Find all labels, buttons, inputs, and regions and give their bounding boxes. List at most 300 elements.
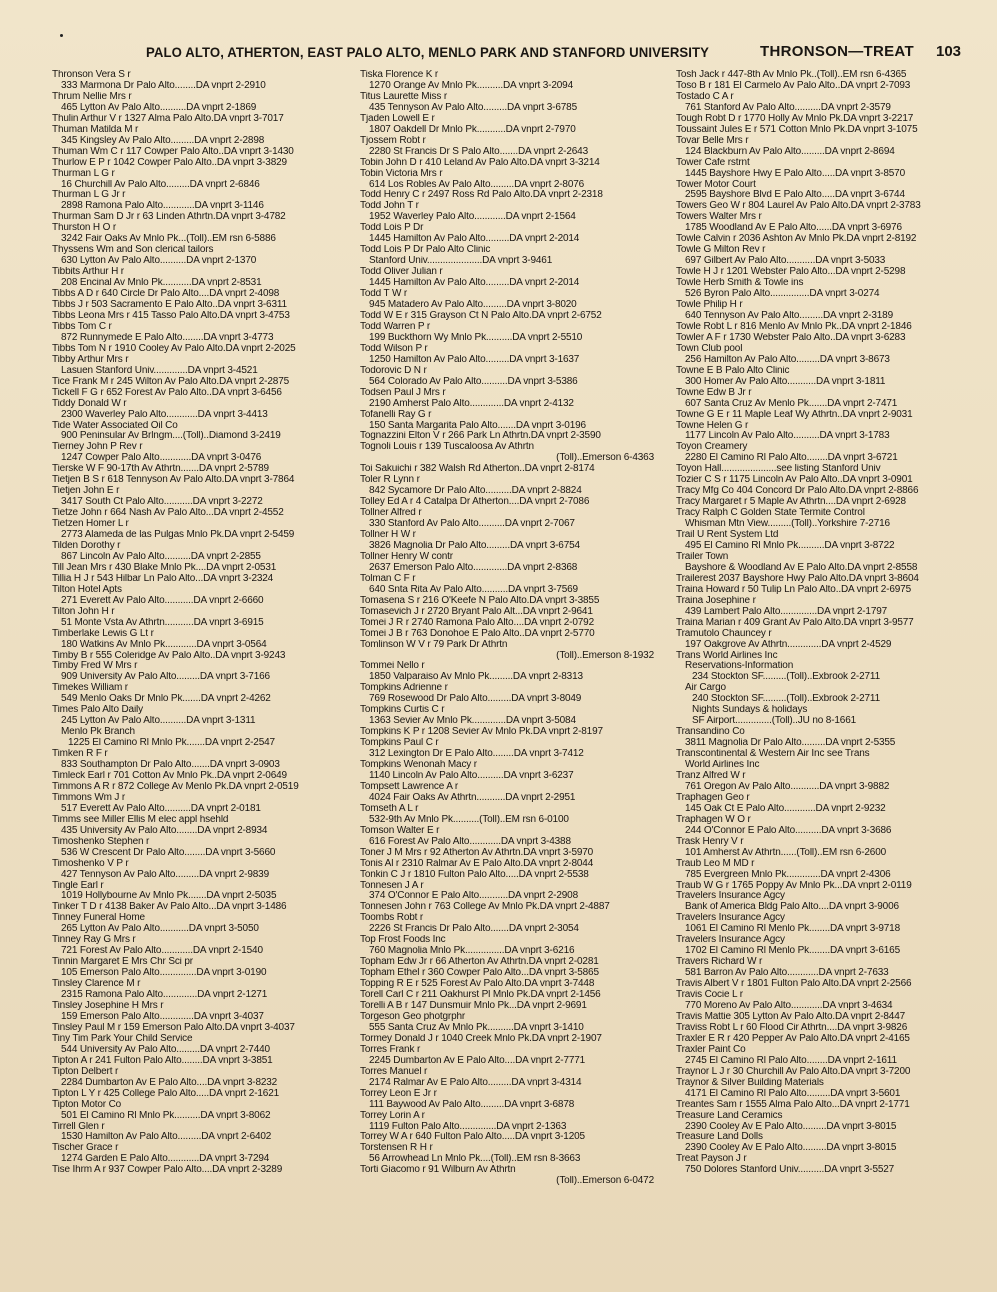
listing-line: Todd Lois P Dr <box>360 223 424 234</box>
listing-line: 1177 Lincoln Av Palo Alto..........DA vnprt 3-1783 <box>685 431 890 442</box>
listing-line: 300 Homer Av Palo Alto...........DA vnprt 3-1811 <box>685 376 886 387</box>
listing-line: Towers Walter Mrs r <box>676 212 762 223</box>
listing-line: Treasure Land Ceramics <box>676 1110 783 1121</box>
listing-line: Topham Ethel r 360 Cowper Palo Alto...DA vnprt 3-5865 <box>360 968 599 979</box>
listing-line: Nights Sundays & holidays <box>692 705 808 716</box>
listing-line: Thulin Arthur V r 1327 Alma Palo Alto.DA vnprt 3-7017 <box>52 113 284 124</box>
listing-line: Town Club pool <box>676 343 743 354</box>
listing-line: 1140 Lincoln Av Palo Alto..........DA vnprt 3-6237 <box>369 771 574 781</box>
listing-line: Traina Josephine r <box>676 595 756 606</box>
listing-line: Traynor & Silver Building Materials <box>676 1077 824 1088</box>
listing-line: 1119 Fulton Palo Alto..............DA vnprt 2-1363 <box>369 1121 567 1132</box>
listing-line: Tietzen Homer L r <box>52 519 129 530</box>
listing-line: Tommei Nello r <box>360 661 425 672</box>
listing-line: Towers Geo W r 804 Laurel Av Palo Alto.DA vnprt 2-3783 <box>676 201 921 212</box>
listing-line: Bank of America Bldg Palo Alto....DA vnprt 3-9006 <box>685 902 899 913</box>
listing-line: Tice Frank M r 245 Wilton Av Palo Alto.DA vnprt 2-2875 <box>52 376 290 387</box>
listing-line: Towne E B Palo Alto Clinic <box>676 365 790 376</box>
listing-line: 150 Santa Margarita Palo Alto.......DA vnprt 3-0196 <box>369 420 586 431</box>
listing-line: Tranz Alfred W r <box>676 771 746 781</box>
listing-line: Tompkins Curtis C r <box>360 705 445 716</box>
listing-line: Tonis Al r 2310 Ralmar Av E Palo Alto.DA vnprt 2-8044 <box>360 858 594 869</box>
listing-line: 614 Los Robles Av Palo Alto.........DA vnprt 2-8076 <box>369 179 585 190</box>
listing-line: Todorovic D N r <box>360 365 427 376</box>
listing-line: Tomasena S r 216 O'Keefe N Palo Alto.DA vnprt 3-3855 <box>360 595 600 606</box>
listing-line: Todd Warren P r <box>360 321 431 332</box>
listing-line: 1247 Cowper Palo Alto............DA vnprt 3-0476 <box>61 453 262 464</box>
listing-line: Torelli A B r 147 Dunsmuir Mnlo Pk...DA vnprt 2-9691 <box>360 1001 587 1012</box>
listing-line: 2315 Ramona Palo Alto.............DA vnprt 2-1271 <box>61 990 268 1001</box>
listing-line: Traynor L J r 30 Churchill Av Palo Alto.DA vnprt 3-7200 <box>676 1066 911 1077</box>
listing-line: Tognazzini Elton V r 266 Park Ln Athrtn.DA vnprt 2-3590 <box>360 431 601 442</box>
listing-line: 1225 El Camino Rl Mnlo Pk.......DA vnprt 2-2547 <box>68 738 275 749</box>
listing-line: Trail U Rent System Ltd <box>676 530 779 541</box>
listing-line: 2280 St Francis Dr S Palo Alto.......DA vnprt 2-2643 <box>369 146 588 157</box>
listing-line: 159 Emerson Palo Alto.............DA vnprt 3-4037 <box>61 1011 264 1022</box>
listing-line: 1061 El Camino Rl Menlo Pk........DA vnprt 3-9718 <box>685 924 900 935</box>
listing-line: (Toll)..Emerson 6-4363 <box>556 453 654 464</box>
listing-line: 3811 Magnolia Dr Palo Alto.........DA vnprt 2-5355 <box>685 738 896 749</box>
listing-line: 256 Hamilton Av Palo Alto.........DA vnprt 3-8673 <box>685 354 890 365</box>
listing-line: 760 Magnolia Mnlo Pk...............DA vnprt 3-6216 <box>369 946 575 957</box>
listing-line: 2284 Dumbarton Av E Palo Alto....DA vnprt 3-8232 <box>61 1077 278 1088</box>
listing-line: Toombs Robt r <box>360 913 424 924</box>
listing-line: Torstensen R H r <box>360 1143 433 1154</box>
listing-line: Tietjen John E r <box>52 486 120 497</box>
listing-line: 909 University Av Palo Alto.........DA vnprt 3-7166 <box>61 672 270 683</box>
listing-line: Tjossem Robt r <box>360 135 426 146</box>
listing-line: 439 Lambert Palo Alto..............DA vnprt 2-1797 <box>685 606 888 617</box>
listing-line: Tracy Margaret r 5 Maple Av Athrtn....DA vnprt 2-6928 <box>676 497 906 508</box>
listing-line: Towle Robt L r 816 Menlo Av Mnlo Pk..DA vnprt 2-1846 <box>676 321 912 332</box>
listing-line: Toi Sakuichi r 382 Walsh Rd Atherton..DA vnprt 2-8174 <box>360 464 595 475</box>
listing-line: 1250 Hamilton Av Palo Alto.........DA vnprt 3-1637 <box>369 354 580 365</box>
listing-line: 2898 Ramona Palo Alto............DA vnprt 3-1146 <box>61 201 264 212</box>
listing-line: 1445 Hamilton Av Palo Alto.........DA vnprt 2-2014 <box>369 278 580 289</box>
listing-line: Towne G E r 11 Maple Leaf Wy Athrtn..DA vnprt 2-9031 <box>676 409 913 420</box>
listing-line: Tinsley Josephine H Mrs r <box>52 1001 164 1012</box>
listing-line: 872 Runnymede E Palo Alto........DA vnprt 3-4773 <box>61 332 274 343</box>
listing-line: Traub W G r 1765 Poppy Av Mnlo Pk...DA vnprt 2-0119 <box>676 880 912 891</box>
listing-line: Tibbits Arthur H r <box>52 267 124 278</box>
listing-line: Times Palo Alto Daily <box>52 705 143 716</box>
listing-line: Tinney Ray G Mrs r <box>52 935 136 946</box>
listing-line: 312 Lexington Dr E Palo Alto........DA vnprt 3-7412 <box>369 749 584 760</box>
listing-line: Tompkins Paul C r <box>360 738 439 749</box>
listing-line: 2773 Alameda de las Pulgas Mnlo Pk.DA vnprt 2-5459 <box>61 530 295 541</box>
listing-line: Tomseth A L r <box>360 803 419 814</box>
listing-line: Tosh Jack r 447-8th Av Mnlo Pk..(Toll)..EM rsn 6-4365 <box>676 70 907 80</box>
listing-line: Tomasevich J r 2720 Bryant Palo Alt...DA vnprt 2-9641 <box>360 606 593 617</box>
listing-line: 245 Lytton Av Palo Alto..........DA vnprt 3-1311 <box>61 716 256 727</box>
listing-line: Bayshore & Woodland Av E Palo Alto.DA vnprt 2-8558 <box>685 562 918 573</box>
listing-line: Timmons Wm J r <box>52 792 126 803</box>
listing-line: Transandino Co <box>676 727 745 738</box>
listing-column-2 <box>360 70 656 1285</box>
listing-line: Tomei J B r 763 Donohoe E Palo Alto..DA vnprt 2-5770 <box>360 628 595 639</box>
listing-line: Timberlake Lewis G Lt r <box>52 628 154 639</box>
listing-line: Timoshenko Stephen r <box>52 836 150 847</box>
listing-line: 761 Stanford Av Palo Alto..........DA vnprt 2-3579 <box>685 102 891 113</box>
listing-line: Toler R Lynn r <box>360 475 420 486</box>
listing-line: Tietjen B S r 618 Tennyson Av Palo Alto.DA vnprt 3-7864 <box>52 475 295 486</box>
listing-line: Tickell F G r 652 Forest Av Palo Alto..DA vnprt 3-6456 <box>52 387 282 398</box>
page-range: THRONSON—TREAT <box>760 43 914 60</box>
listing-line: 536 W Crescent Dr Palo Alto........DA vnprt 3-5660 <box>61 847 276 858</box>
listing-line: Torres Manuel r <box>360 1066 428 1077</box>
listing-line: Tonnesen J A r <box>360 880 424 891</box>
listing-line: 630 Lytton Av Palo Alto..........DA vnprt 2-1370 <box>61 256 257 267</box>
listing-line: Reservations-Information <box>685 661 794 672</box>
listing-line: 2390 Cooley Av E Palo Alto.........DA vnprt 3-8015 <box>685 1121 897 1132</box>
listing-line: 549 Menlo Oaks Dr Mnlo Pk.......DA vnprt 2-4262 <box>61 694 271 705</box>
listing-line: Treantes Sam r 1555 Alma Palo Alto...DA vnprt 2-1771 <box>676 1099 910 1110</box>
listing-line: 1530 Hamilton Av Palo Alto.........DA vnprt 2-6402 <box>61 1132 272 1143</box>
listing-line: Thronson Vera S r <box>52 70 131 80</box>
listing-line: Tibbs Tom N r 1910 Cooley Av Palo Alto.DA vnprt 2-2025 <box>52 343 296 354</box>
listing-line: Todsen Paul J Mrs r <box>360 387 446 398</box>
listing-line: Tracy Ralph C Golden State Termite Control <box>676 508 865 519</box>
listing-line: Trailerest 2037 Bayshore Hwy Palo Alto.DA vnprt 3-8604 <box>676 573 919 584</box>
listing-line: Traphagen W O r <box>676 814 751 825</box>
listing-line: Tobin Victoria Mrs r <box>360 168 443 179</box>
listing-line: Trask Henry V r <box>676 836 744 847</box>
listing-line: 2637 Emerson Palo Alto.............DA vnprt 2-8368 <box>369 562 578 573</box>
listing-line: Treat Payson J r <box>676 1154 747 1165</box>
listing-line: Todd Lois P Dr Palo Alto Clinic <box>360 245 491 256</box>
listing-line: Towle Philip H r <box>676 300 743 311</box>
listing-line: Tipton Motor Co <box>52 1099 122 1110</box>
listing-line: Tower Motor Court <box>676 179 756 190</box>
listing-line: 4171 El Camino Rl Palo Alto.........DA vnprt 3-5601 <box>685 1088 901 1099</box>
listing-line: 616 Forest Av Palo Alto............DA vnprt 3-4388 <box>369 836 571 847</box>
listing-line: Topham Edw Jr r 66 Atherton Av Athrtn.DA vnprt 2-0281 <box>360 957 599 968</box>
listing-line: 465 Lytton Av Palo Alto..........DA vnprt 2-1869 <box>61 102 257 113</box>
listing-line: Travis Albert V r 1801 Fulton Palo Alto.DA vnprt 2-2566 <box>676 979 912 990</box>
listing-line: Timms see Miller Ellis M elec appl hsehld <box>52 814 229 825</box>
listing-line: Tibbs Tom C r <box>52 321 112 332</box>
listing-line: Tischer Grace r <box>52 1143 119 1154</box>
listing-line: Traina Marian r 409 Grant Av Palo Alto.DA vnprt 3-9577 <box>676 617 914 628</box>
listing-line: 3826 Magnolia Dr Palo Alto.........DA vnprt 3-6754 <box>369 540 580 551</box>
listing-line: Tiska Florence K r <box>360 70 439 80</box>
listing-line: Torell Carl C r 211 Oakhurst Pl Mnlo Pk.DA vnprt 2-1456 <box>360 990 601 1001</box>
listing-line: (Toll)..Emerson 6-0472 <box>556 1176 654 1187</box>
listing-line: 770 Moreno Av Palo Alto............DA vnprt 3-4634 <box>685 1001 893 1012</box>
listing-line: 3242 Fair Oaks Av Mnlo Pk...(Toll)..EM rsn 6-5886 <box>61 234 276 245</box>
listing-line: Torres Frank r <box>360 1044 421 1055</box>
listing-line: Torti Giacomo r 91 Wilburn Av Athrtn <box>360 1165 516 1176</box>
listing-line: Tovar Belle Mrs r <box>676 135 749 146</box>
listing-line: 1274 Garden E Palo Alto............DA vnprt 3-7294 <box>61 1154 270 1165</box>
listing-line: Whisman Mtn View.........(Toll)..Yorkshire 7-2716 <box>685 519 890 530</box>
listing-line: Todd John T r <box>360 201 419 212</box>
listing-line: 697 Gilbert Av Palo Alto...........DA vnprt 3-5033 <box>685 256 886 267</box>
listing-line: 101 Amherst Av Athrtn......(Toll)..EM rsn 6-2600 <box>685 847 887 858</box>
listing-line: Travelers Insurance Agcy <box>676 891 785 902</box>
listing-line: Tormey Donald J r 1040 Creek Mnlo Pk.DA vnprt 2-1907 <box>360 1033 602 1044</box>
listing-line: 330 Stanford Av Palo Alto..........DA vnprt 2-7067 <box>369 519 575 530</box>
listing-line: 1445 Bayshore Hwy E Palo Alto.....DA vnprt 3-8570 <box>685 168 905 179</box>
listing-line: Tinker T D r 4138 Baker Av Palo Alto...DA vnprt 3-1486 <box>52 902 287 913</box>
listing-line: Tozier C S r 1175 Lincoln Av Palo Alto..DA vnprt 3-0901 <box>676 475 913 486</box>
listing-line: 234 Stockton SF.........(Toll)..Exbrook 2-2711 <box>692 672 881 683</box>
listing-line: 4024 Fair Oaks Av Athrtn...........DA vnprt 2-2951 <box>369 792 576 803</box>
listing-line: Tompkins K P r 1208 Sevier Av Mnlo Pk.DA vnprt 2-8197 <box>360 727 603 738</box>
listing-line: Timoshenko V P r <box>52 858 129 869</box>
listing-line: Treasure Land Dolls <box>676 1132 763 1143</box>
listing-line: Tierney John P Rev r <box>52 442 143 453</box>
listing-line: 1363 Sevier Av Mnlo Pk.............DA vnprt 3-5084 <box>369 716 576 727</box>
listing-line: Timken R F r <box>52 749 108 760</box>
listing-line: 333 Marmona Dr Palo Alto........DA vnprt 2-2910 <box>61 80 266 91</box>
listing-line: Trailer Town <box>676 551 729 562</box>
listing-line: 532-9th Av Mnlo Pk..........(Toll)..EM rsn 6-0100 <box>369 814 569 825</box>
listing-line: 640 Snta Rita Av Palo Alto..........DA vnprt 3-7569 <box>369 584 578 595</box>
listing-line: 2226 St Francis Dr Palo Alto.......DA vnprt 2-3054 <box>369 924 579 935</box>
listing-line: 544 University Av Palo Alto.........DA vnprt 2-7440 <box>61 1044 270 1055</box>
listing-line: 945 Matadero Av Palo Alto.........DA vnprt 3-8020 <box>369 300 577 311</box>
listing-line: Thurman L G Jr r <box>52 190 126 201</box>
listing-line: Tompsett Lawrence A r <box>360 781 459 792</box>
listing-line: 1702 El Camino Rl Menlo Pk........DA vnprt 3-6165 <box>685 946 900 957</box>
listing-line: 495 El Camino Rl Mnlo Pk..........DA vnprt 3-8722 <box>685 540 895 551</box>
listing-line: 785 Evergreen Mnlo Pk.............DA vnprt 2-4306 <box>685 869 891 880</box>
listing-line: Traphagen Geo r <box>676 792 750 803</box>
listing-line: Toussaint Jules E r 571 Cotton Mnlo Pk.DA vnprt 3-1075 <box>676 124 918 135</box>
listing-line: 517 Everett Av Palo Alto..........DA vnprt 2-0181 <box>61 803 261 814</box>
listing-line: 526 Byron Palo Alto...............DA vnprt 3-0274 <box>685 289 880 300</box>
listing-line: Thuman Matilda M r <box>52 124 139 135</box>
listing-line: Tilton John H r <box>52 606 115 617</box>
listing-line: 2745 El Camino Rl Palo Alto........DA vnprt 2-1611 <box>685 1055 897 1066</box>
listing-line: 581 Barron Av Palo Alto............DA vnprt 2-7633 <box>685 968 889 979</box>
listing-line: 2245 Dumbarton Av E Palo Alto....DA vnprt 2-7771 <box>369 1055 586 1066</box>
listing-line: Trans World Airlines Inc <box>676 650 778 661</box>
listing-line: 435 Tennyson Av Palo Alto.........DA vnprt 3-6785 <box>369 102 577 113</box>
listing-line: 180 Watkins Av Mnlo Pk............DA vnprt 3-0564 <box>61 639 267 650</box>
listing-line: Timby B r 555 Coleridge Av Palo Alto..DA vnprt 3-9243 <box>52 650 286 661</box>
listing-line: 555 Santa Cruz Av Mnlo Pk..........DA vnprt 3-1410 <box>369 1022 584 1033</box>
listing-line: (Toll)..Emerson 8-1932 <box>556 650 654 661</box>
listing-line: 721 Forest Av Palo Alto............DA vnprt 2-1540 <box>61 946 263 957</box>
ink-speck <box>60 34 63 37</box>
listing-line: Travis Mattie 305 Lytton Av Palo Alto.DA vnprt 2-8447 <box>676 1011 906 1022</box>
listing-line: Traviss Robt L r 60 Flood Cir Athrtn....DA vnprt 3-9826 <box>676 1022 908 1033</box>
listing-line: Tinnin Margaret E Mrs Chr Sci pr <box>52 957 193 968</box>
listing-line: Towle Herb Smith & Towle ins <box>676 278 804 289</box>
listing-line: 842 Sycamore Dr Palo Alto..........DA vnprt 2-8824 <box>369 486 582 497</box>
listing-line: 374 O'Connor E Palo Alto...........DA vnprt 2-2908 <box>369 891 578 902</box>
listing-line: Tillia H J r 543 Hilbar Ln Palo Alto...DA vnprt 3-2324 <box>52 573 274 584</box>
listing-line: Tompkins Adrienne r <box>360 683 448 694</box>
listing-line: Timmons A R r 872 College Av Menlo Pk.DA vnprt 2-0519 <box>52 781 299 792</box>
listing-line: 2390 Cooley Av E Palo Alto.........DA vnprt 3-8015 <box>685 1143 897 1154</box>
listing-line: 1019 Hollybourne Av Mnlo Pk.......DA vnprt 2-5035 <box>61 891 277 902</box>
listing-line: Tostado C A r <box>676 91 734 102</box>
listing-line: 1807 Oakdell Dr Mnlo Pk...........DA vnprt 2-7970 <box>369 124 576 135</box>
listing-line: Todd T W r <box>360 289 408 300</box>
listing-line: Tipton A r 241 Fulton Palo Alto........DA vnprt 3-3851 <box>52 1055 273 1066</box>
listing-line: Towle Calvin r 2036 Ashton Av Mnlo Pk.DA vnprt 2-8192 <box>676 234 917 245</box>
listing-line: Timleck Earl r 701 Cotton Av Mnlo Pk..DA vnprt 2-0649 <box>52 771 287 781</box>
listing-line: Titus Laurette Miss r <box>360 91 448 102</box>
listing-line: Traina Howard r 50 Tulip Ln Palo Alto..DA vnprt 2-6975 <box>676 584 911 595</box>
listing-line: 564 Colorado Av Palo Alto..........DA vnprt 3-5386 <box>369 376 578 387</box>
listing-line: World Airlines Inc <box>685 760 760 771</box>
listing-line: Thurlow E P r 1042 Cowper Palo Alto..DA vnprt 3-3829 <box>52 157 287 168</box>
listing-line: Tobin John D r 410 Leland Av Palo Alto.DA vnprt 3-3214 <box>360 157 600 168</box>
listing-line: Toso B r 181 El Carmelo Av Palo Alto..DA vnprt 2-7093 <box>676 80 911 91</box>
listing-line: Till Jean Mrs r 430 Blake Mnlo Pk....DA vnprt 2-0531 <box>52 562 277 573</box>
listing-line: 271 Everett Av Palo Alto...........DA vnprt 2-6660 <box>61 595 264 606</box>
listing-line: Tilton Hotel Apts <box>52 584 122 595</box>
listing-line: Tomlinson W V r 79 Park Dr Athrtn <box>360 639 508 650</box>
listing-line: Tollner H W r <box>360 530 416 541</box>
listing-line: Tracy Mfg Co 404 Concord Dr Palo Alto.DA vnprt 2-8866 <box>676 486 919 497</box>
listing-line: 111 Baywood Av Palo Alto.........DA vnprt 3-6878 <box>369 1099 575 1110</box>
listing-line: Tower Cafe rstrnt <box>676 157 750 168</box>
listing-line: SF Airport..............(Toll)..JU no 8-1661 <box>692 716 857 727</box>
listing-line: Tide Water Associated Oil Co <box>52 420 178 431</box>
listing-line: 199 Buckthorn Wy Mnlo Pk..........DA vnprt 2-5510 <box>369 332 583 343</box>
listing-line: Tomei J R r 2740 Ramona Palo Alto....DA vnprt 2-0792 <box>360 617 594 628</box>
listing-line: 607 Santa Cruz Av Menlo Pk.......DA vnprt 2-7471 <box>685 398 898 409</box>
listing-line: Tognoli Louis r 139 Tuscaloosa Av Athrtn <box>360 442 534 453</box>
listing-line: 240 Stockton SF.........(Toll)..Exbrook 2-2711 <box>692 694 881 705</box>
listing-line: 435 University Av Palo Alto........DA vnprt 2-8934 <box>61 825 268 836</box>
listing-line: Tough Robt D r 1770 Holly Av Mnlo Pk.DA vnprt 3-2217 <box>676 113 914 124</box>
listing-line: Stanford Univ.....................DA vnprt 3-9461 <box>369 256 553 267</box>
listing-line: 105 Emerson Palo Alto..............DA vnprt 3-0190 <box>61 968 267 979</box>
listing-line: Tolman C F r <box>360 573 416 584</box>
listing-line: Transcontinental & Western Air Inc see Trans <box>676 749 870 760</box>
listing-line: Tolley Ed A r 4 Catalpa Dr Atherton....DA vnprt 2-7086 <box>360 497 590 508</box>
listing-column-1 <box>52 70 342 1285</box>
listing-line: Thurman Sam D Jr r 63 Linden Athrtn.DA vnprt 3-4782 <box>52 212 286 223</box>
listing-line: Tirrell Glen r <box>52 1121 105 1132</box>
listing-line: Tiny Tim Park Your Child Service <box>52 1033 193 1044</box>
listing-line: Menlo Pk Branch <box>61 727 135 738</box>
listing-line: 145 Oak Ct E Palo Alto............DA vnprt 2-9232 <box>685 803 886 814</box>
listing-line: Tomson Walter E r <box>360 825 440 836</box>
listing-line: Thyssens Wm and Son clerical tailors <box>52 245 214 256</box>
listing-line: 769 Rosewood Dr Palo Alto.........DA vnprt 3-8049 <box>369 694 582 705</box>
listing-line: Tibbs Leona Mrs r 415 Tasso Palo Alto.DA vnprt 3-4753 <box>52 310 290 321</box>
listing-line: Tramutolo Chauncey r <box>676 628 772 639</box>
listing-line: Tibby Arthur Mrs r <box>52 354 129 365</box>
listing-line: Tipton Delbert r <box>52 1066 119 1077</box>
listing-line: Towne Edw B Jr r <box>676 387 752 398</box>
listing-line: 900 Peninsular Av Brlngm....(Toll)..Diamond 3-2419 <box>61 431 281 442</box>
listing-line: Air Cargo <box>685 683 726 694</box>
listing-line: Tinsley Clarence M r <box>52 979 141 990</box>
listing-line: Todd Oliver Julian r <box>360 267 443 278</box>
listing-line: Todd Henry C r 2497 Ross Rd Palo Alto.DA vnprt 2-2318 <box>360 190 603 201</box>
listing-line: 16 Churchill Av Palo Alto.........DA vnprt 2-6846 <box>61 179 260 190</box>
listing-line: 2174 Ralmar Av E Palo Alto.........DA vnprt 3-4314 <box>369 1077 582 1088</box>
listing-line: 3417 South Ct Palo Alto...........DA vnprt 3-2272 <box>61 497 263 508</box>
listing-line: 2595 Bayshore Blvd E Palo Alto.....DA vnprt 3-6744 <box>685 190 905 201</box>
listing-line: Toyon Creamery <box>676 442 748 453</box>
listing-line: Traxler Paint Co <box>676 1044 746 1055</box>
listing-line: 1785 Woodland Av E Palo Alto......DA vnprt 3-6976 <box>685 223 902 234</box>
listing-line: Travelers Insurance Agcy <box>676 913 785 924</box>
listing-line: Tinney Funeral Home <box>52 913 145 924</box>
listing-line: 1270 Orange Av Mnlo Pk..........DA vnprt 3-2094 <box>369 80 573 91</box>
listing-line: Traxler E R r 420 Pepper Av Palo Alto.DA vnprt 2-4165 <box>676 1033 910 1044</box>
listing-line: 750 Dolores Stanford Univ..........DA vnprt 3-5527 <box>685 1165 895 1176</box>
listing-line: Tonkin C J r 1810 Fulton Palo Alto.....DA vnprt 2-5538 <box>360 869 589 880</box>
listing-line: 1850 Valparaiso Av Mnlo Pk.........DA vnprt 2-8313 <box>369 672 583 683</box>
listing-line: Towle H J r 1201 Webster Palo Alto...DA vnprt 2-5298 <box>676 267 906 278</box>
listing-line: Topping R E r 525 Forest Av Palo Alto.DA vnprt 3-7448 <box>360 979 595 990</box>
listing-line: Top Frost Foods Inc <box>360 935 446 946</box>
listing-line: Travis Cocie L r <box>676 990 743 1001</box>
page-number: 103 <box>936 43 962 60</box>
listing-line: 265 Lytton Av Palo Alto...........DA vnprt 3-5050 <box>61 924 259 935</box>
listing-line: Towler A F r 1730 Webster Palo Alto..DA vnprt 3-6283 <box>676 332 906 343</box>
listing-line: Torrey Lorin A r <box>360 1110 425 1121</box>
listing-line: 208 Encinal Av Mnlo Pk...........DA vnprt 2-8531 <box>61 278 262 289</box>
listing-line: 867 Lincoln Av Palo Alto..........DA vnprt 2-2855 <box>61 551 261 562</box>
page-header <box>0 44 997 68</box>
listing-line: Timby Fred W Mrs r <box>52 661 138 672</box>
listing-line: Todd W E r 315 Grayson Ct N Palo Alto.DA vnprt 2-6752 <box>360 310 602 321</box>
listing-line: Thuman Wm C r 117 Cowper Palo Alto..DA vnprt 3-1430 <box>52 146 294 157</box>
listing-line: Toyon Hall.....................see listing Stanford Univ <box>676 464 881 475</box>
listing-line: Tollner Alfred r <box>360 508 422 519</box>
listing-line: 244 O'Connor E Palo Alto..........DA vnprt 3-3686 <box>685 825 892 836</box>
listing-line: Tise Ihrm A r 937 Cowper Palo Alto....DA vnprt 2-3289 <box>52 1165 283 1176</box>
listing-line: 427 Tennyson Av Palo Alto.........DA vnprt 2-9839 <box>61 869 269 880</box>
listing-line: 833 Southampton Dr Palo Alto.......DA vnprt 3-0903 <box>61 760 280 771</box>
listing-line: Timekes William r <box>52 683 128 694</box>
listing-line: Tingle Earl r <box>52 880 104 891</box>
listing-line: Tollner Henry W contr <box>360 551 453 562</box>
listing-line: Tibbs J r 503 Sacramento E Palo Alto..DA vnprt 3-6311 <box>52 300 287 311</box>
listing-column-3 <box>676 70 971 1285</box>
listing-line: 124 Blackburn Av Palo Alto.........DA vnprt 2-8694 <box>685 146 895 157</box>
listing-line: 501 El Camino Rl Mnlo Pk..........DA vnprt 3-8062 <box>61 1110 271 1121</box>
listing-line: Torrey Leon E Jr r <box>360 1088 437 1099</box>
listing-line: Torrey W A r 640 Fulton Palo Alto.....DA vnprt 3-1205 <box>360 1132 585 1143</box>
listing-line: Tietze John r 664 Nash Av Palo Alto...DA vnprt 2-4552 <box>52 508 284 519</box>
listing-line: 1445 Hamilton Av Palo Alto.........DA vnprt 2-2014 <box>369 234 580 245</box>
listing-line: 640 Tennyson Av Palo Alto.........DA vnprt 2-3189 <box>685 310 893 321</box>
listing-line: Towne Helen G r <box>676 420 749 431</box>
listing-line: Torgeson Geo photgrphr <box>360 1011 466 1022</box>
listing-line: 56 Arrowhead Ln Mnlo Pk....(Toll)..EM rsn 8-3663 <box>369 1154 581 1165</box>
listing-line: Tibbs A D r 640 Circle Dr Palo Alto....DA vnprt 2-4098 <box>52 289 280 300</box>
listing-line: Traub Leo M MD r <box>676 858 755 869</box>
listing-line: Tompkins Wenonah Macy r <box>360 760 477 771</box>
listing-line: Lasuen Stanford Univ.............DA vnprt 3-4521 <box>61 365 258 376</box>
listing-line: 51 Monte Vsta Av Athrtn...........DA vnprt 3-6915 <box>61 617 264 628</box>
listing-line: Tjaden Lowell E r <box>360 113 435 124</box>
listing-line: Tiddy Donald W r <box>52 398 127 409</box>
listing-line: 2300 Waverley Palo Alto............DA vnprt 3-4413 <box>61 409 268 420</box>
listing-line: Tierske W F 90-17th Av Athrtn.......DA vnprt 2-5789 <box>52 464 269 475</box>
page-title: PALO ALTO, ATHERTON, EAST PALO ALTO, MENLO PARK AND STANFORD UNIVERSITY <box>146 44 710 60</box>
listing-line: 761 Oregon Av Palo Alto...........DA vnprt 3-9882 <box>685 781 890 792</box>
listing-line: 197 Oakgrove Av Athrtn.............DA vnprt 2-4529 <box>685 639 892 650</box>
listing-line: Towle G Milton Rev r <box>676 245 766 256</box>
listing-line: Tinsley Paul M r 159 Emerson Palo Alto.DA vnprt 3-4037 <box>52 1022 295 1033</box>
listing-line: 2190 Amherst Palo Alto.............DA vnprt 2-4132 <box>369 398 574 409</box>
listing-line: 2280 El Camino Rl Palo Alto........DA vnprt 3-6721 <box>685 453 898 464</box>
listing-line: 345 Kingsley Av Palo Alto.........DA vnprt 2-2898 <box>61 135 265 146</box>
